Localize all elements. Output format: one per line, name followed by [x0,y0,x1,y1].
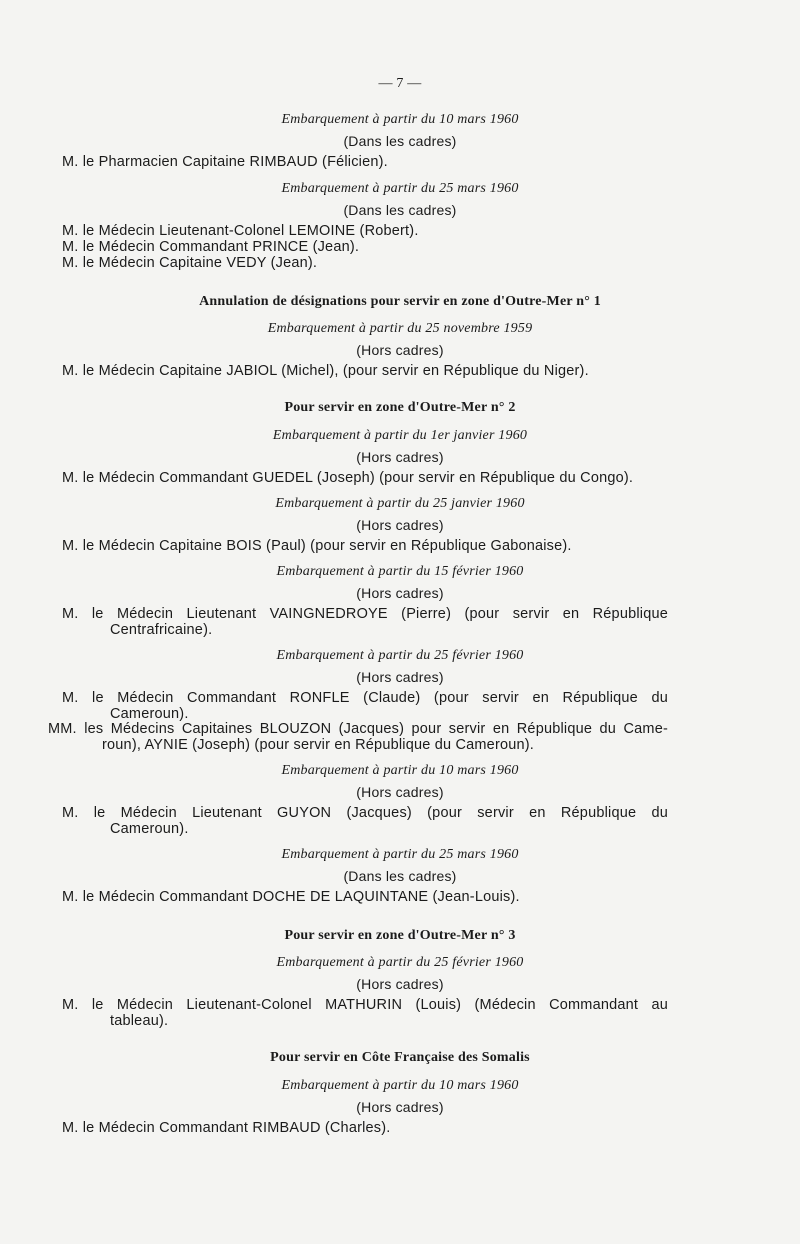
cadre-status: (Hors cadres) [356,342,444,358]
section-heading: Pour servir en zone d'Outre-Mer n° 3 [284,928,516,943]
personnel-entry-line: MM. les Médecins Capitaines BLOUZON (Jacques) pour servir en République du Came- [48,721,668,737]
embarkation-date: Embarquement à partir du 25 novembre 1959 [267,321,533,336]
personnel-entry: M. le Pharmacien Capitaine RIMBAUD (Félicien). [62,154,388,170]
personnel-entry-continuation: Cameroun). [110,706,189,722]
cadre-status: (Hors cadres) [356,784,444,800]
section-heading: Pour servir en zone d'Outre-Mer n° 2 [284,400,516,415]
cadre-status: (Hors cadres) [356,449,444,465]
cadre-status: (Hors cadres) [356,517,444,533]
cadre-status: (Dans les cadres) [343,133,457,149]
embarkation-date: Embarquement à partir du 10 mars 1960 [281,1078,519,1093]
personnel-entry: M. le Médecin Commandant PRINCE (Jean). [62,239,360,255]
embarkation-date: Embarquement à partir du 25 février 1960 [276,648,524,663]
page-number: — 7 — [378,76,422,91]
personnel-entry: M. le Médecin Commandant GUEDEL (Joseph) (pour servir en République du Congo). [62,470,634,486]
embarkation-date: Embarquement à partir du 10 mars 1960 [281,763,519,778]
section-heading: Pour servir en Côte Française des Somalis [270,1050,530,1065]
embarkation-date: Embarquement à partir du 1er janvier 1960 [272,428,528,443]
embarkation-date: Embarquement à partir du 10 mars 1960 [281,112,519,127]
personnel-entry-continuation: Centrafricaine). [110,622,213,638]
personnel-entry-continuation: tableau). [110,1013,169,1029]
personnel-entry: M. le Médecin Capitaine JABIOL (Michel), (pour servir en République du Niger). [62,363,589,379]
personnel-entry-continuation: Cameroun). [110,821,189,837]
cadre-status: (Dans les cadres) [343,868,457,884]
cadre-status: (Dans les cadres) [343,202,457,218]
personnel-entry-line: M. le Médecin Lieutenant VAINGNEDROYE (Pierre) (pour servir en République [62,606,668,622]
embarkation-date: Embarquement à partir du 25 mars 1960 [281,847,519,862]
personnel-entry: M. le Médecin Capitaine BOIS (Paul) (pour servir en République Gabonaise). [62,538,572,554]
personnel-entry: M. le Médecin Commandant DOCHE DE LAQUINTANE (Jean-Louis). [62,889,520,905]
cadre-status: (Hors cadres) [356,669,444,685]
personnel-entry-continuation: roun), AYNIE (Joseph) (pour servir en République du Cameroun). [102,737,535,753]
embarkation-date: Embarquement à partir du 25 février 1960 [276,955,524,970]
embarkation-date: Embarquement à partir du 15 février 1960 [276,564,524,579]
embarkation-date: Embarquement à partir du 25 janvier 1960 [275,496,525,511]
cadre-status: (Hors cadres) [356,585,444,601]
personnel-entry-line: M. le Médecin Lieutenant-Colonel MATHURIN (Louis) (Médecin Commandant au [62,997,668,1013]
personnel-entry: M. le Médecin Capitaine VEDY (Jean). [62,255,318,271]
cadre-status: (Hors cadres) [356,976,444,992]
personnel-entry: M. le Médecin Lieutenant-Colonel LEMOINE (Robert). [62,223,419,239]
cadre-status: (Hors cadres) [356,1099,444,1115]
embarkation-date: Embarquement à partir du 25 mars 1960 [281,181,519,196]
personnel-entry-line: M. le Médecin Lieutenant GUYON (Jacques) (pour servir en République du [62,805,668,821]
personnel-entry: M. le Médecin Commandant RIMBAUD (Charles). [62,1120,391,1136]
personnel-entry-line: M. le Médecin Commandant RONFLE (Claude) (pour servir en République du [62,690,668,706]
section-heading: Annulation de désignations pour servir en zone d'Outre-Mer n° 1 [199,294,601,309]
